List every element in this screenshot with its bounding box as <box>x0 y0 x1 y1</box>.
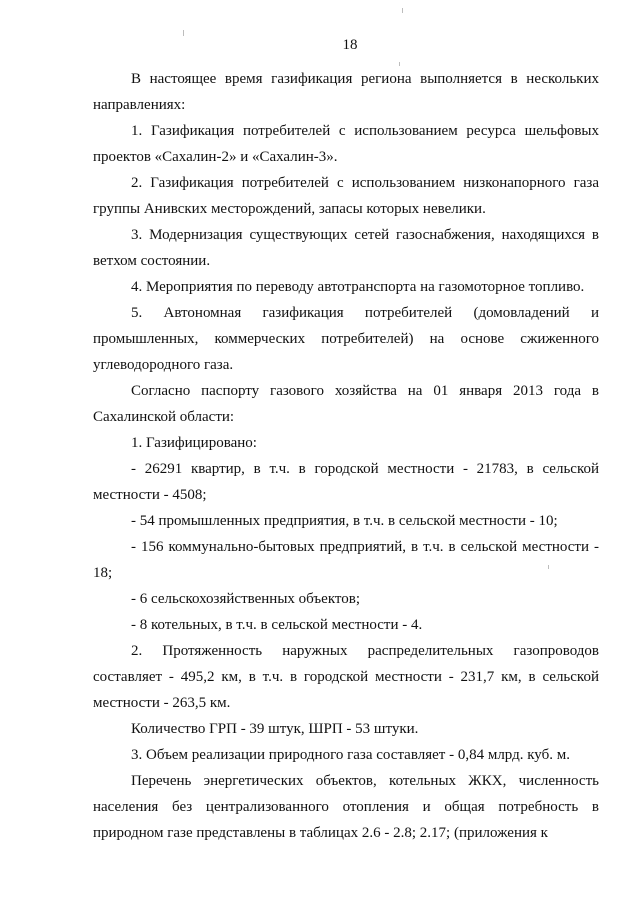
list-item: - 26291 квартир, в т.ч. в городской местности - 21783, в сельской местности - 4508; <box>93 461 599 503</box>
scan-mark <box>183 30 184 36</box>
list-item: - 156 коммунально-бытовых предприятий, в т.ч. в сельской местности - 18; <box>93 539 599 581</box>
list-item: - 54 промышленных предприятия, в т.ч. в сельской местности - 10; <box>131 513 558 529</box>
paragraph: 2. Газификация потребителей с использованием низконапорного газа группы Анивских месторождений, запасы которых невелики. <box>93 175 599 217</box>
paragraph: Согласно паспорту газового хозяйства на 01 января 2013 года в Сахалинской области: <box>93 383 599 425</box>
list-item: - 6 сельскохозяйственных объектов; <box>131 591 361 607</box>
paragraph: 2. Протяженность наружных распределительных газопроводов составляет - 495,2 км, в т.ч. в городской местности - 231,7 км, в сельской местности - 263,5 км. <box>93 643 599 711</box>
paragraph: Перечень энергетических объектов, котельных ЖКХ, численность населения без централизованного отопления и общая потребность в природном газе представлены в таблицах 2.6 - 2.8; 2.17; (приложения к <box>93 773 599 841</box>
paragraph: 5. Автономная газификация потребителей (домовладений и промышленных, коммерческих потребителей) на основе сжиженного углеводородного газа. <box>93 305 599 373</box>
paragraph: 4. Мероприятия по переводу автотранспорта на газомоторное топливо. <box>131 279 585 295</box>
page-number: 18 <box>342 37 358 53</box>
paragraph: 1. Газификация потребителей с использованием ресурса шельфовых проектов «Сахалин-2» и «Сахалин-3». <box>93 123 599 165</box>
paragraph: 3. Модернизация существующих сетей газоснабжения, находящихся в ветхом состоянии. <box>93 227 599 269</box>
list-item: - 8 котельных, в т.ч. в сельской местности - 4. <box>131 617 423 633</box>
paragraph: 1. Газифицировано: <box>131 435 257 451</box>
scan-mark <box>402 8 403 13</box>
paragraph: Количество ГРП - 39 штук, ШРП - 53 штуки. <box>131 721 419 737</box>
paragraph: В настоящее время газификация региона выполняется в нескольких направлениях: <box>93 71 599 113</box>
document-body <box>93 66 599 846</box>
paragraph: 3. Объем реализации природного газа составляет - 0,84 млрд. куб. м. <box>131 747 570 763</box>
